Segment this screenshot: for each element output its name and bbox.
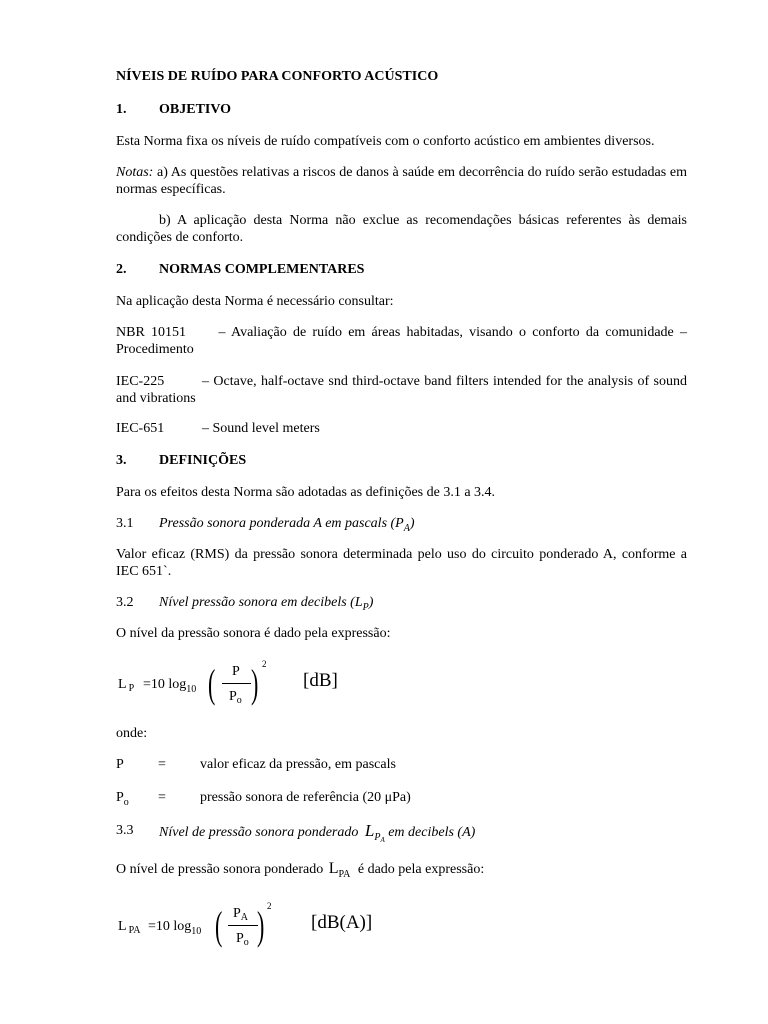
definition-3-2-text: O nível da pressão sonora é dado pela expressão: xyxy=(116,626,391,641)
notes-label: Notas: xyxy=(116,165,154,180)
reference-desc: – Octave, half-octave snd third-octave band filters intended for the analysis of sound and vibrations xyxy=(116,374,687,406)
variable-sub: o xyxy=(123,796,129,808)
denominator-sub: o xyxy=(243,937,249,948)
definition-title-end: ) xyxy=(409,516,415,531)
note-b: b) A aplicação desta Norma não exclue as recomendações básicas referentes às demais condições de conforto. xyxy=(116,213,687,245)
definition-title-text: Nível de pressão sonora ponderado xyxy=(159,825,359,840)
definition-symbol-sub: P xyxy=(374,832,381,843)
fraction-denominator xyxy=(236,930,249,948)
reference-code: IEC-225 xyxy=(116,374,165,389)
formula-eq-text: =10 log xyxy=(148,919,192,934)
section-number: 2. xyxy=(116,262,127,277)
reference-desc: – Avaliação de ruído em áreas habitadas, visando o conforto da comunidade – Procedimento xyxy=(116,325,687,357)
definition-title-text: Pressão sonora ponderada A em pascals (P xyxy=(159,516,404,531)
definition-3-1-text: Valor eficaz (RMS) da pressão sonora determinada pelo uso do circuito ponderado A, conforme a IEC 651`. xyxy=(116,547,687,579)
exponent: 2 xyxy=(267,901,272,911)
formula-lhs-symbol: L xyxy=(118,677,127,692)
fraction-numerator xyxy=(233,905,248,923)
formula-eq-text: =10 log xyxy=(143,677,187,692)
definition-title-text: Nível pressão sonora em decibels (L xyxy=(159,595,363,610)
note-a-text: a) As questões relativas a riscos de danos à saúde em decorrência do ruído serão estudadas em normas específicas. xyxy=(116,165,688,197)
section-title: DEFINIÇÕES xyxy=(159,453,247,468)
text-symbol: L xyxy=(328,860,339,877)
formula-lhs-sub: PA xyxy=(128,925,141,936)
variable-eq: = xyxy=(158,790,166,805)
definitions-intro: Para os efeitos desta Norma são adotadas as definições de 3.1 a 3.4. xyxy=(116,485,496,500)
right-paren: ) xyxy=(256,903,265,948)
unit: [dB(A)] xyxy=(311,912,373,933)
definition-title-end: ) xyxy=(368,595,374,610)
reference-code: NBR 10151 xyxy=(116,325,187,340)
right-paren: ) xyxy=(250,661,259,706)
section-number: 3. xyxy=(116,453,127,468)
formula-log-sub: 10 xyxy=(186,684,197,695)
definition-title-sub: P xyxy=(362,601,369,613)
unit: [dB] xyxy=(303,670,338,691)
exponent: 2 xyxy=(262,659,267,669)
definition-number: 3.3 xyxy=(116,823,134,838)
document-title: NÍVEIS DE RUÍDO PARA CONFORTO ACÚSTICO xyxy=(116,69,439,84)
variable-desc: pressão sonora de referência (20 μPa) xyxy=(200,790,411,805)
numerator-symbol: P xyxy=(233,906,241,921)
section-title: OBJETIVO xyxy=(159,102,232,117)
left-paren: ( xyxy=(207,661,216,706)
section-number: 1. xyxy=(116,102,127,117)
fraction-line xyxy=(228,925,258,926)
variable-eq: = xyxy=(158,757,166,772)
text-pre: O nível de pressão sonora ponderado xyxy=(116,862,324,877)
definition-title-end: em decibels (A) xyxy=(388,825,476,840)
variable-symbol: P xyxy=(116,757,124,772)
onde-label: onde: xyxy=(116,726,148,741)
formula-lhs xyxy=(118,918,140,936)
definition-number: 3.1 xyxy=(116,516,134,531)
formula-lhs-sub: P xyxy=(128,683,135,694)
definition-number: 3.2 xyxy=(116,595,134,610)
numerator-sub: A xyxy=(240,912,249,923)
reference-code: IEC-651 xyxy=(116,421,165,436)
definition-title-sub: A xyxy=(403,522,410,534)
denominator-symbol: P xyxy=(236,931,244,946)
definition-symbol-subsub: A xyxy=(380,836,385,844)
denominator-symbol: P xyxy=(229,689,237,704)
reference-desc: – Sound level meters xyxy=(202,421,320,436)
variable-symbol-text: P xyxy=(116,790,124,805)
formula-eq xyxy=(148,918,201,936)
text-symbol-sub: PA xyxy=(338,869,351,880)
text-post: é dado pela expressão: xyxy=(357,862,485,877)
formula-lhs-symbol: L xyxy=(118,919,127,934)
formula-log-sub: 10 xyxy=(191,926,202,937)
denominator-sub: o xyxy=(236,695,242,706)
references-intro: Na aplicação desta Norma é necessário consultar: xyxy=(116,294,394,309)
fraction-numerator: P xyxy=(232,664,240,679)
variable-desc: valor eficaz da pressão, em pascals xyxy=(200,757,396,772)
objective-text: Esta Norma fixa os níveis de ruído compatíveis com o conforto acústico em ambientes diversos. xyxy=(116,134,655,149)
left-paren: ( xyxy=(214,903,223,948)
section-title: NORMAS COMPLEMENTARES xyxy=(159,262,365,277)
definition-symbol: L xyxy=(364,821,375,840)
